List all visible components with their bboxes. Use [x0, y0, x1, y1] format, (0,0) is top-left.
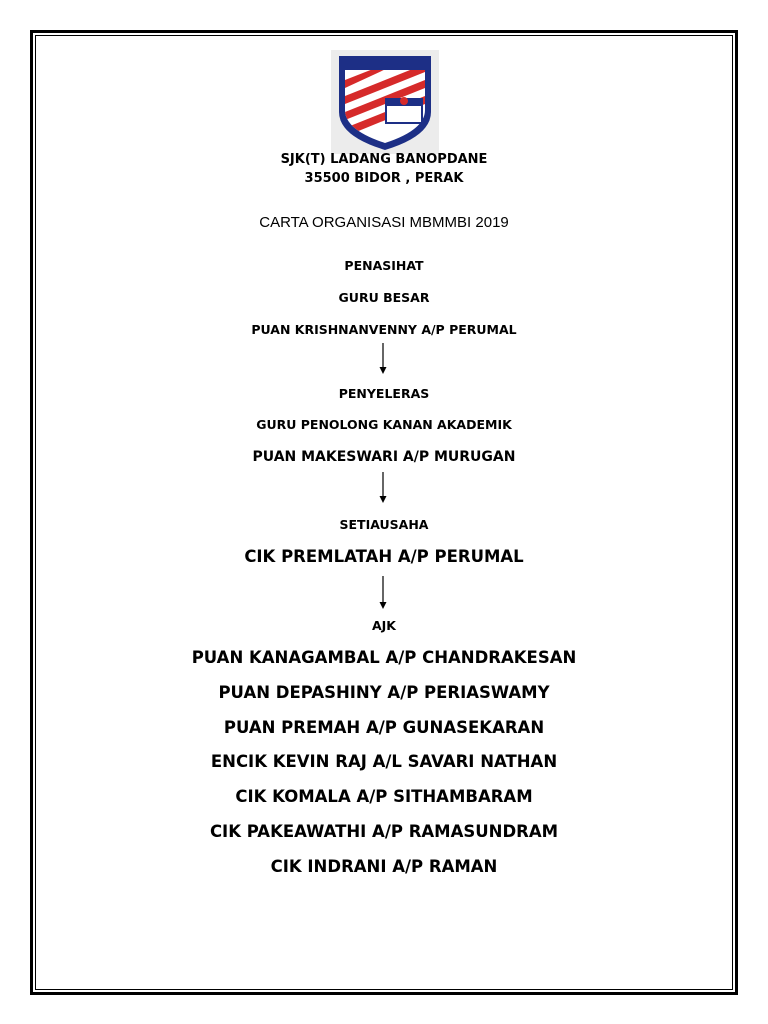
arrow-down-icon [377, 343, 389, 375]
school-address: 35500 BIDOR , PERAK [304, 171, 464, 186]
secretary-role: SETIAUSAHA [339, 517, 429, 532]
secretary-name: CIK PREMLATAH A/P PERUMAL [244, 547, 524, 566]
school-logo [331, 50, 439, 154]
committee-role: AJK [371, 618, 396, 633]
advisor-role: PENASIHAT [344, 258, 424, 273]
committee-member: CIK INDRANI A/P RAMAN [270, 857, 498, 876]
arrow-down-icon [377, 576, 389, 610]
advisor-name: PUAN KRISHNANVENNY A/P PERUMAL [251, 322, 517, 337]
committee-member: CIK PAKEAWATHI A/P RAMASUNDRAM [209, 822, 559, 841]
coordinator-role: PENYELERAS [338, 386, 430, 401]
document-page [36, 36, 732, 989]
coordinator-title: GURU PENOLONG KANAN AKADEMIK [256, 417, 512, 432]
committee-member: ENCIK KEVIN RAJ A/L SAVARI NATHAN [210, 752, 558, 771]
advisor-title: GURU BESAR [338, 290, 430, 305]
committee-member: CIK KOMALA A/P SITHAMBARAM [235, 787, 533, 806]
logo-emblem [400, 97, 408, 105]
committee-member: PUAN DEPASHINY A/P PERIASWAMY [218, 683, 550, 702]
committee-member: PUAN KANAGAMBAL A/P CHANDRAKESAN [191, 648, 577, 667]
arrow-down-icon [377, 472, 389, 504]
school-name: SJK(T) LADANG BANOPDANE [280, 152, 488, 167]
committee-member: PUAN PREMAH A/P GUNASEKARAN [223, 718, 545, 737]
coordinator-name: PUAN MAKESWARI A/P MURUGAN [252, 449, 516, 465]
chart-title: CARTA ORGANISASI MBMMBI 2019 [259, 214, 509, 231]
